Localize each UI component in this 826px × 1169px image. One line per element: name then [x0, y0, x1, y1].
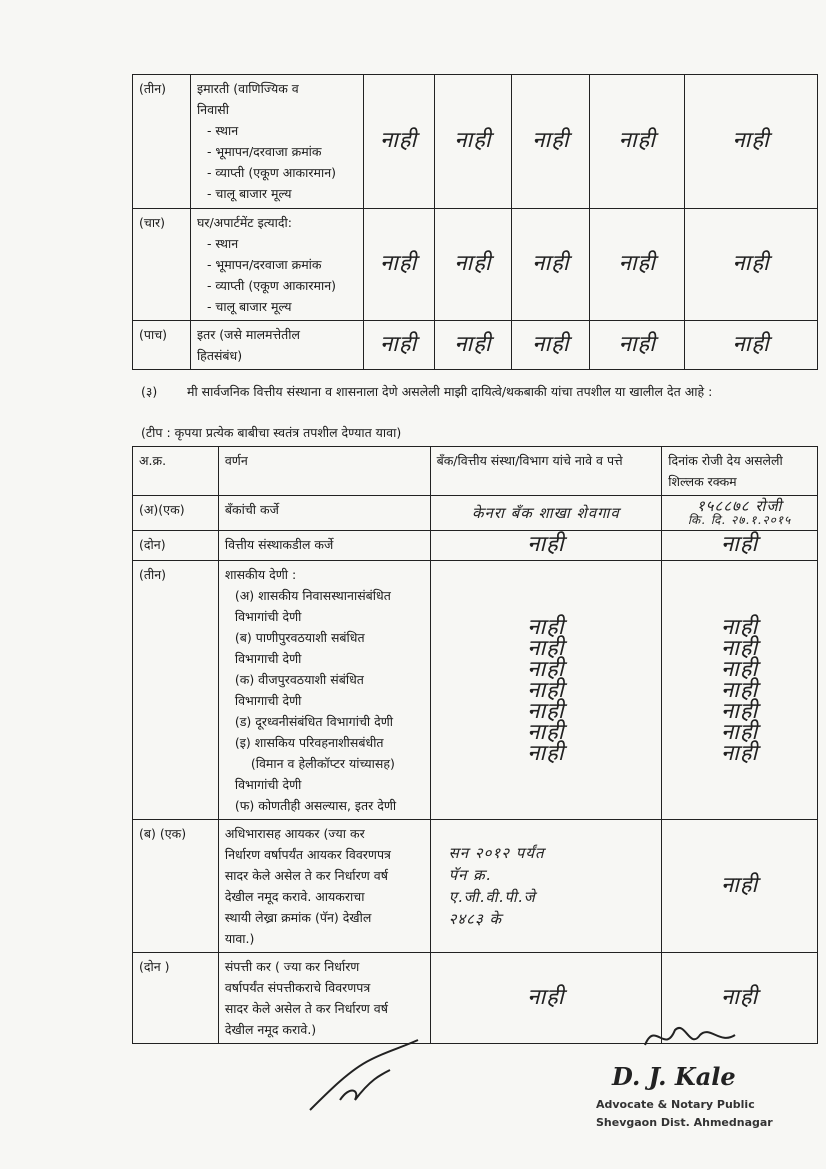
section3-number: (३) — [141, 384, 158, 399]
govt-dues-bank — [430, 561, 662, 820]
govt-bank-handwriting: नाही — [527, 698, 565, 724]
assets-value-cell — [512, 75, 590, 209]
assets-value-handwriting: नाही — [454, 251, 492, 276]
govt-bank-handwriting: नाही — [527, 614, 565, 640]
tax-bank-handwriting: सन २०१२ पर्यंत — [448, 844, 545, 862]
govt-desc-line: (अ) शासकीय निवासस्थानासंबंधित — [234, 588, 391, 603]
govt-amount-handwriting: नाही — [720, 677, 759, 703]
assets-value-handwriting: नाही — [379, 128, 418, 153]
income-tax-num: (ब) (एक) — [133, 820, 219, 953]
notary-signature — [640, 1015, 740, 1060]
tax-desc-line: यावा.) — [224, 931, 255, 946]
header-amount: दिनांक रोजी देय असलेली शिल्लक रक्कम — [662, 447, 818, 496]
bank-loan-bank-handwriting: केनरा बँक शाखा शेवगाव — [472, 503, 620, 522]
assets-desc-line: घर/अपार्टमेंट इत्यादी: — [196, 215, 292, 230]
fin-loan-amount-handwriting: नाही — [720, 532, 759, 557]
assets-desc-line: - चालू बाजार मूल्य — [206, 186, 292, 201]
tax-bank-handwriting: पॅन क्र. — [448, 866, 492, 884]
tax-bank-handwriting: २४८३ के — [448, 910, 503, 928]
advocate-line1: Advocate & Notary Public — [596, 1098, 755, 1111]
advocate-name: D. J. Kale — [612, 1062, 736, 1091]
bank-loan-bank — [430, 496, 662, 531]
assets-value-handwriting: नाही — [454, 128, 492, 153]
govt-bank-handwriting: नाही — [527, 719, 565, 745]
wealth-tax-bank-handwriting: नाही — [527, 984, 565, 1010]
govt-bank-handwriting: नाही — [527, 677, 565, 703]
govt-dues-num: (तीन) — [133, 561, 219, 820]
bank-loan-row — [133, 496, 818, 531]
fin-loan-desc: वित्तीय संस्थाकडील कर्जे — [218, 531, 430, 561]
govt-desc-line: (क) वीजपुरवठयाशी संबंधित — [234, 672, 364, 687]
assets-row — [133, 321, 818, 370]
govt-dues-desc — [218, 561, 430, 820]
assets-desc-line: इतर (जसे मालमत्तेतील — [196, 327, 300, 342]
govt-desc-line: विभागांची देणी — [234, 609, 302, 624]
govt-amount-handwriting: नाही — [720, 740, 759, 766]
bank-loan-amount — [662, 496, 818, 531]
assets-desc-line: - स्थान — [206, 236, 239, 251]
income-tax-row — [133, 820, 818, 953]
govt-desc-line: शासकीय देणी : — [224, 567, 297, 582]
assets-value-handwriting: नाही — [732, 331, 770, 357]
assets-value-cell — [363, 75, 434, 209]
assets-row-num: (चार) — [133, 209, 191, 321]
section3-note: (टीप : कृपया प्रत्येक बाबीचा स्वतंत्र तपशील देण्यात यावा) — [141, 425, 402, 440]
govt-desc-line: (फ) कोणतीही असल्यास, इतर देणी — [234, 798, 397, 813]
govt-bank-handwriting: नाही — [527, 635, 565, 661]
wealth-tax-num: (दोन ) — [133, 953, 219, 1044]
assets-value-cell — [590, 209, 685, 321]
govt-amount-handwriting: नाही — [720, 656, 759, 682]
assets-value-handwriting: नाही — [618, 128, 656, 153]
assets-value-cell — [685, 321, 818, 370]
header-description: वर्णन — [218, 447, 430, 496]
assets-value-cell — [434, 321, 512, 370]
wealth-desc-line: वर्षापर्यंत संपत्तीकराचे विवरणपत्र — [224, 980, 371, 995]
govt-desc-line: विभागांची देणी — [234, 777, 302, 792]
header-serial: अ.क्र. — [133, 447, 219, 496]
govt-amount-handwriting: नाही — [720, 719, 759, 745]
advocate-line2: Shevgaon Dist. Ahmednagar — [596, 1116, 773, 1129]
assets-value-handwriting: नाही — [379, 331, 418, 357]
assets-row — [133, 209, 818, 321]
govt-amount-handwriting: नाही — [720, 698, 759, 724]
tax-desc-line: सादर केले असेल ते कर निर्धारण वर्ष — [224, 868, 388, 883]
govt-desc-line: (इ) शासकिय परिवहनाशीसबंधीत — [234, 735, 384, 750]
assets-value-cell — [363, 321, 434, 370]
tax-bank-handwriting: ए.जी.वी.पी.जे — [448, 888, 536, 906]
assets-table — [132, 74, 818, 370]
fin-loan-num: (दोन) — [133, 531, 219, 561]
govt-desc-line: विभागाची देणी — [234, 693, 302, 708]
bank-loan-date-handwriting: कि. दि. २७.१.२०१५ — [687, 513, 792, 527]
assets-value-cell — [590, 321, 685, 370]
assets-desc-line: हितसंबंध) — [196, 348, 243, 363]
assets-row-desc — [190, 75, 363, 209]
assets-value-handwriting: नाही — [379, 251, 418, 276]
govt-desc-line: (ब) पाणीपुरवठयाशी सबंधित — [234, 630, 365, 645]
assets-row — [133, 75, 818, 209]
assets-value-cell — [512, 321, 590, 370]
header-bank: बँक/वित्तीय संस्था/विभाग यांचे नावे व पत्ते — [430, 447, 662, 496]
wealth-tax-amount-handwriting: नाही — [720, 984, 759, 1010]
assets-value-cell — [434, 75, 512, 209]
tax-desc-line: निर्धारण वर्षापर्यंत आयकर विवरणपत्र — [224, 847, 391, 862]
assets-row-num: (तीन) — [133, 75, 191, 209]
bank-loan-num: (अ)(एक) — [133, 496, 219, 531]
fin-loan-bank-handwriting: नाही — [527, 532, 565, 557]
income-tax-desc — [218, 820, 430, 953]
deponent-signature — [300, 1030, 430, 1120]
assets-value-handwriting: नाही — [618, 251, 656, 276]
wealth-desc-line: देखील नमूद करावे.) — [224, 1022, 317, 1037]
wealth-desc-line: सादर केले असेल ते कर निर्धारण वर्ष — [224, 1001, 388, 1016]
wealth-tax-bank — [430, 953, 662, 1044]
fin-loan-bank — [430, 531, 662, 561]
assets-value-handwriting: नाही — [532, 128, 570, 153]
assets-desc-line: इमारती (वाणिज्यिक व — [196, 81, 299, 96]
govt-bank-handwriting: नाही — [527, 740, 565, 766]
assets-value-handwriting: नाही — [732, 128, 770, 153]
tax-desc-line: अधिभारासह आयकर (ज्या कर — [224, 826, 365, 841]
assets-desc-line: - चालू बाजार मूल्य — [206, 299, 292, 314]
govt-desc-line: (विमान व हेलीकॉप्टर यांच्यासह) — [250, 756, 395, 771]
income-tax-bank — [430, 820, 662, 953]
assets-row-desc — [190, 321, 363, 370]
govt-dues-row — [133, 561, 818, 820]
section3-paragraph — [141, 382, 781, 402]
liabilities-header-row — [133, 447, 818, 496]
assets-desc-line: - व्याप्ती (एकूण आकारमान) — [206, 165, 337, 180]
govt-desc-line: (ड) दूरध्वनीसंबंधित विभागांची देणी — [234, 714, 394, 729]
income-tax-amount — [662, 820, 818, 953]
assets-value-handwriting: नाही — [532, 331, 570, 357]
assets-desc-line: - व्याप्ती (एकूण आकारमान) — [206, 278, 337, 293]
govt-desc-line: विभागाची देणी — [234, 651, 302, 666]
assets-value-handwriting: नाही — [618, 331, 656, 357]
assets-desc-line: - स्थान — [206, 123, 239, 138]
govt-bank-handwriting: नाही — [527, 656, 565, 682]
bank-loan-amount-handwriting: १५८८७८ रोजी — [696, 497, 783, 515]
bank-loan-desc: बँकांची कर्जे — [218, 496, 430, 531]
wealth-desc-line: संपत्ती कर ( ज्या कर निर्धारण — [224, 959, 360, 974]
assets-row-num: (पाच) — [133, 321, 191, 370]
assets-value-cell — [363, 209, 434, 321]
assets-value-cell — [685, 209, 818, 321]
assets-value-cell — [590, 75, 685, 209]
assets-value-handwriting: नाही — [732, 251, 770, 276]
fin-loan-row — [133, 531, 818, 561]
assets-row-desc — [190, 209, 363, 321]
tax-desc-line: देखील नमूद करावे. आयकराचा — [224, 889, 365, 904]
assets-value-handwriting: नाही — [454, 331, 492, 357]
govt-dues-amount — [662, 561, 818, 820]
assets-value-handwriting: नाही — [532, 251, 570, 276]
assets-desc-line: - भूमापन/दरवाजा क्रमांक — [206, 144, 322, 159]
assets-desc-line: निवासी — [196, 102, 229, 117]
assets-value-cell — [512, 209, 590, 321]
assets-desc-line: - भूमापन/दरवाजा क्रमांक — [206, 257, 322, 272]
govt-amount-handwriting: नाही — [720, 614, 759, 640]
assets-value-cell — [685, 75, 818, 209]
income-tax-amount-handwriting: नाही — [720, 872, 759, 898]
assets-value-cell — [434, 209, 512, 321]
govt-amount-handwriting: नाही — [720, 635, 759, 661]
liabilities-table — [132, 446, 818, 1044]
section3-text: मी सार्वजनिक वित्तीय संस्थाना व शासनाला देणे असलेली माझी दायित्वे/थकबाकी यांचा तपशील या खालील देत आहे : — [187, 384, 713, 399]
tax-desc-line: स्थायी लेख्रा क्रमांक (पॅन) देखील — [224, 910, 372, 925]
fin-loan-amount — [662, 531, 818, 561]
